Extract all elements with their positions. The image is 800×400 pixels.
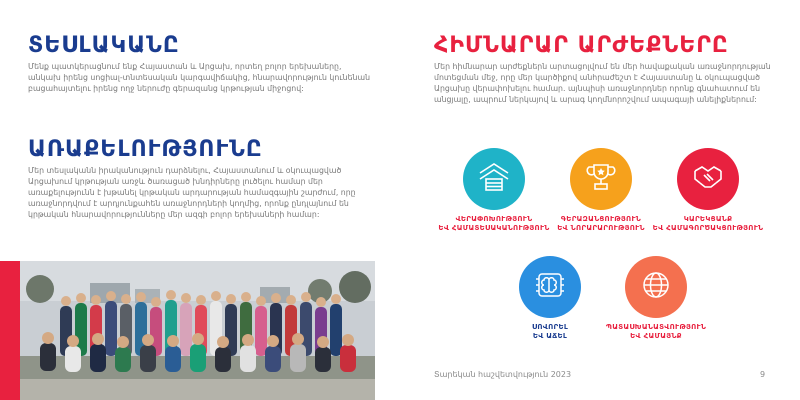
trophy-icon	[583, 159, 619, 199]
accent-bar	[0, 261, 20, 400]
value-circle	[625, 256, 687, 318]
value-label-line1: ՎԵՐԱՓՈԽՈՒԹՅՈՒՆ	[455, 215, 533, 223]
globe-icon	[638, 267, 674, 307]
handshake-icon	[690, 159, 726, 199]
value-label-line2: ԵՎ ՆՈՐԱՐԱՐՈՒԹՅՈՒՆ	[557, 224, 645, 232]
value-label-line1: ՍՈՎՈՐԵԼ	[531, 323, 569, 331]
value-item-transformation	[434, 148, 554, 233]
value-item-empathy	[648, 148, 768, 233]
page-number: 9	[760, 370, 766, 379]
values-title: ՀԻՄՆԱՐԱՐ ԱՐԺԵՔՆԵՐԸ	[434, 33, 729, 58]
house-layers-icon	[476, 159, 512, 199]
value-item-learning	[490, 256, 610, 341]
mission-title: ԱՌԱՔԵԼՈՒԹՅՈՒՆԸ	[28, 137, 263, 162]
values-text: Մեր հիմնարար արժեքներն արտացոլվում են մեր հավաքական առաջնորդության մոտեցման մեջ, որը մեր կարծիքով անհրաժեշտ է Հայաստանը և օկուպացված Արցախը վերափոխելու համար. այնպիսի առաջնորդներ որոնք գնահատում են անցյալը, ապրում ներկայով և արագ կողմնորոշվում ապագայի անելիքներում:	[434, 62, 771, 104]
value-circle	[519, 256, 581, 318]
footer-report-label: Տարեկան հաշվետվություն 2023	[434, 370, 572, 379]
value-label-line1: ԿԱՐԵԿՑԱՆՔ	[683, 215, 733, 223]
value-label-line2: ԵՎ ՀԱՄԱԳՈՐԾԱԿՑՈՒԹՅՈՒՆ	[652, 224, 764, 232]
value-label-line2: ԵՎ ՀԱՄԱՏԵՍԱԿԱՆՈՒԹՅՈՒՆ	[438, 224, 550, 232]
vision-text: Մենք պատկերացնում ենք Հայաստան և Արցախ, որտեղ բոլոր երեխաները, անկախ իրենց սոցիալ-տնտեսական կարգավիճակից, հնարավորություն կունենան բացահայտելու իրենց ողջ ներուժը գերազանց կրթության միջոցով:	[28, 62, 371, 93]
value-item-responsibility	[596, 256, 716, 341]
mission-text: Մեր տեսլականն իրականություն դարձնելու, Հայաստանում և օկուպացված Արցախում կրթության առջև ծառացած խնդիրները լուծելու համար մեր առաքելությունն է խթանել կրթական արդարության համազգային շարժում, որը առաջնորդվում է արդյունքահեն առաջնորդների կողմից, որոնք ընդլայնում են կրթական հնարավորությունները մեր ազգի բոլոր երեխաների համար:	[28, 166, 356, 219]
value-label-line2: ԵՎ ԱՃԵԼ	[532, 332, 568, 340]
value-circle	[463, 148, 525, 210]
group-photo	[20, 261, 375, 400]
value-circle	[677, 148, 739, 210]
value-circle	[570, 148, 632, 210]
value-label-line1: ԳԵՐԱԶԱՆՑՈՒԹՅՈՒՆ	[560, 215, 642, 223]
vision-title: ՏԵՍԼԱԿԱՆԸ	[28, 33, 180, 58]
value-label-line1: ՊԱՏԱՍԽԱՆԱՏՎՈՒԹՅՈՒՆ	[605, 323, 707, 331]
value-label-line2: ԵՎ ՀԱՄԱՅՆՔ	[630, 332, 682, 340]
value-item-excellence	[541, 148, 661, 233]
brain-icon	[532, 267, 568, 307]
